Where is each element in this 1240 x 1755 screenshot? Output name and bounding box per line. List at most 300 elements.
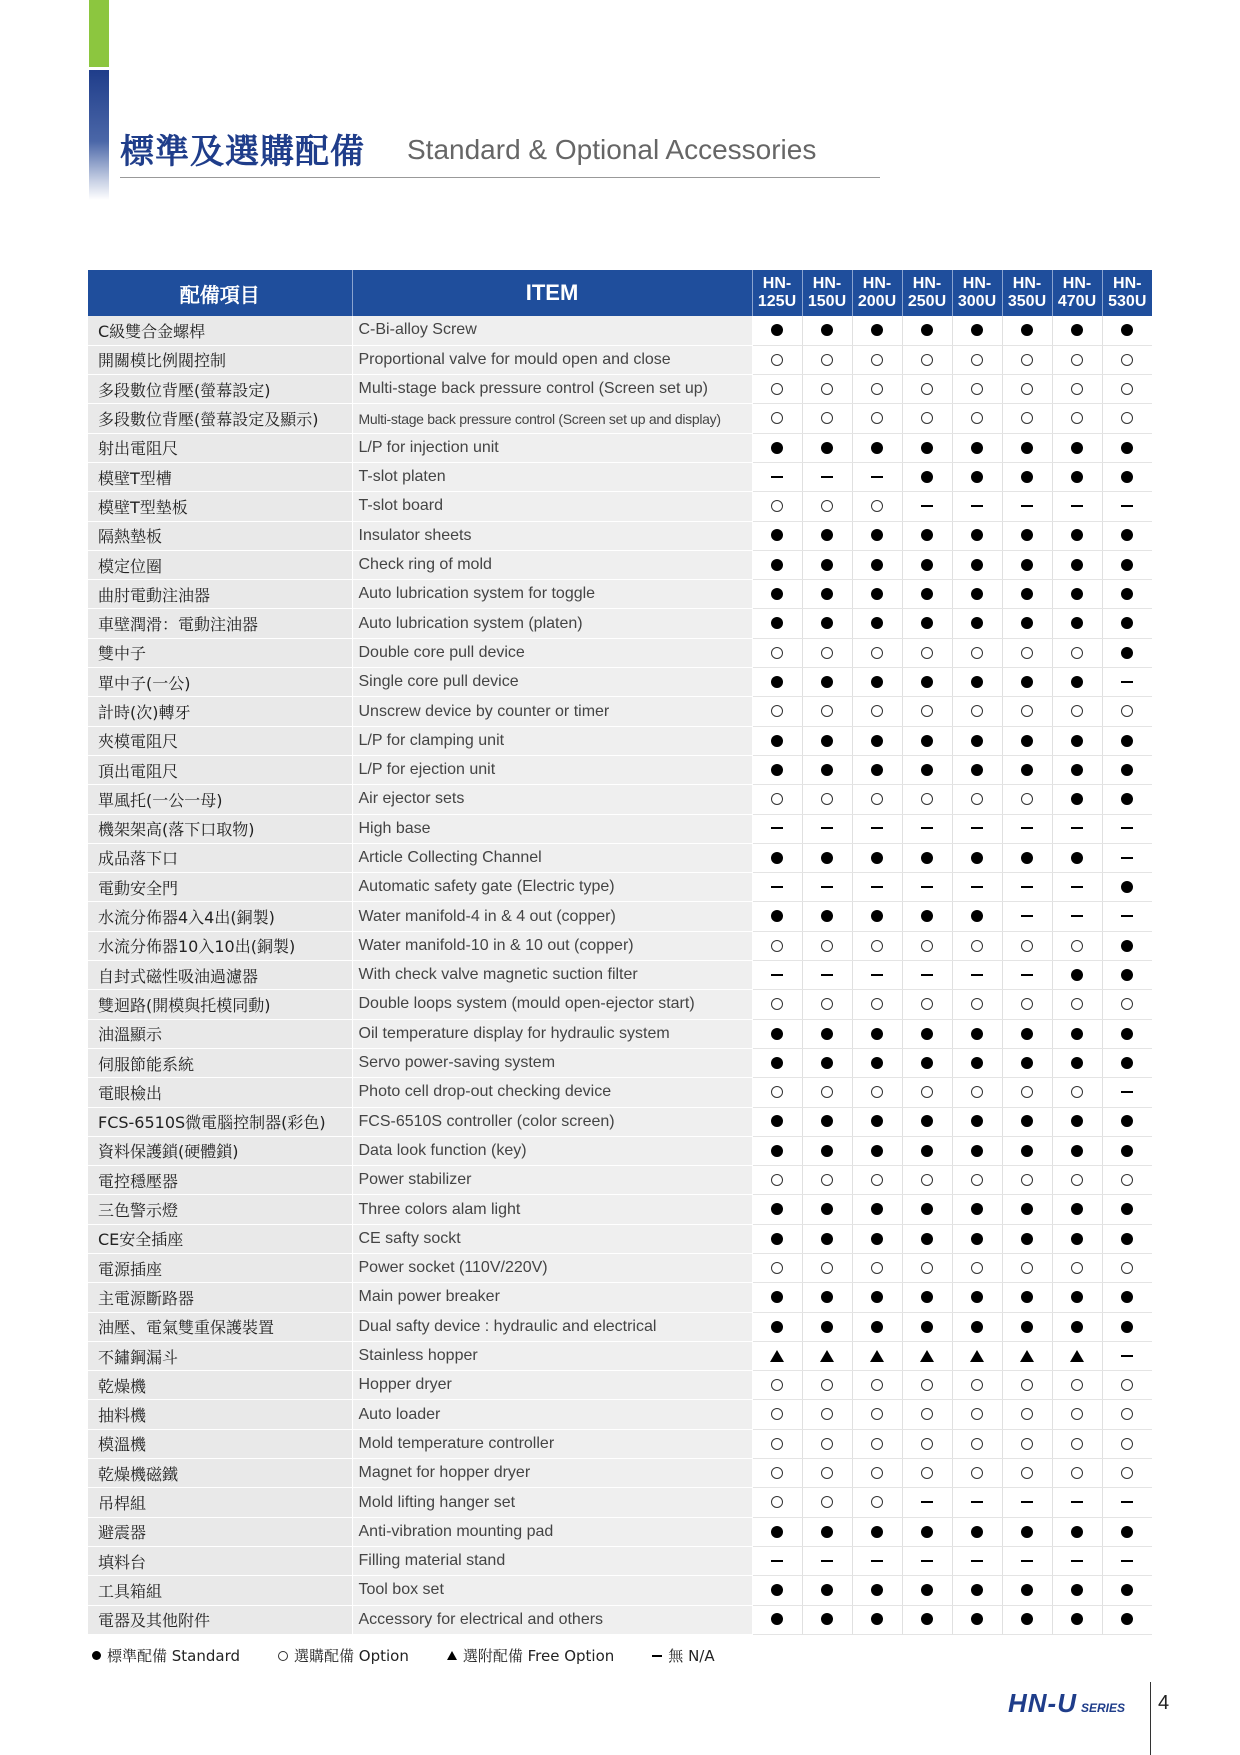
availability-cell	[802, 873, 852, 902]
model-label: HN- 200U	[857, 275, 897, 310]
open-circle-icon	[871, 998, 883, 1010]
filled-circle-icon	[821, 1291, 833, 1303]
availability-cell	[1102, 609, 1152, 638]
table-row	[88, 990, 1152, 1019]
filled-circle-icon	[1021, 1233, 1033, 1245]
triangle-icon	[1020, 1350, 1034, 1362]
availability-cell	[752, 1488, 802, 1517]
availability-cell	[1002, 550, 1052, 579]
filled-circle-icon	[771, 442, 783, 454]
availability-cell	[952, 1459, 1002, 1488]
filled-circle-icon	[971, 1584, 983, 1596]
dash-icon	[1071, 1501, 1083, 1503]
availability-cell	[1052, 1459, 1102, 1488]
item-name-cn: 模壁T型槽	[88, 462, 352, 491]
filled-circle-icon	[771, 1233, 783, 1245]
availability-cell	[802, 1312, 852, 1341]
availability-cell	[1002, 1517, 1052, 1546]
dash-icon	[771, 827, 783, 829]
filled-circle-icon	[1121, 764, 1133, 776]
filled-circle-icon	[771, 588, 783, 600]
filled-circle-icon	[871, 1028, 883, 1040]
filled-circle-icon	[1021, 559, 1033, 571]
open-circle-icon	[771, 1408, 783, 1420]
availability-cell	[802, 462, 852, 491]
dash-icon	[821, 476, 833, 478]
filled-circle-icon	[1071, 764, 1083, 776]
open-circle-icon	[771, 354, 783, 366]
availability-cell	[1002, 1429, 1052, 1458]
availability-cell	[1002, 697, 1052, 726]
availability-cell	[952, 375, 1002, 404]
availability-cell	[852, 814, 902, 843]
filled-circle-icon	[1021, 1028, 1033, 1040]
filled-circle-icon	[1071, 559, 1083, 571]
availability-cell	[1052, 316, 1102, 345]
availability-cell	[902, 433, 952, 462]
availability-cell	[902, 609, 952, 638]
dash-icon	[871, 827, 883, 829]
availability-cell	[802, 609, 852, 638]
availability-cell	[1002, 1341, 1052, 1370]
availability-cell	[802, 1400, 852, 1429]
availability-cell	[902, 990, 952, 1019]
open-circle-icon	[821, 354, 833, 366]
availability-cell	[902, 521, 952, 550]
header-model	[902, 270, 952, 316]
filled-circle-icon	[871, 1584, 883, 1596]
dash-icon	[971, 1560, 983, 1562]
open-circle-icon	[771, 998, 783, 1010]
availability-cell	[802, 785, 852, 814]
availability-cell	[1052, 521, 1102, 550]
filled-circle-icon	[1021, 1203, 1033, 1215]
availability-cell	[1102, 1605, 1152, 1634]
availability-cell	[852, 1048, 902, 1077]
triangle-icon	[920, 1350, 934, 1362]
availability-cell	[802, 1576, 852, 1605]
item-name-en: FCS-6510S controller (color screen)	[352, 1107, 752, 1136]
availability-cell	[802, 931, 852, 960]
dash-icon	[971, 827, 983, 829]
availability-cell	[1102, 1136, 1152, 1165]
filled-circle-icon	[1121, 559, 1133, 571]
table-row	[88, 1576, 1152, 1605]
availability-cell	[752, 1429, 802, 1458]
item-name-cn: 資料保護鎖(硬體鎖)	[88, 1136, 352, 1165]
availability-cell	[952, 316, 1002, 345]
availability-cell	[1102, 580, 1152, 609]
availability-cell	[952, 755, 1002, 784]
legend-free-option	[447, 1645, 614, 1666]
item-name-cn: 雙中子	[88, 638, 352, 667]
availability-cell	[1002, 433, 1052, 462]
filled-circle-icon	[871, 559, 883, 571]
item-name-en: Double loops system (mould open-ejector start)	[352, 990, 752, 1019]
availability-cell	[852, 580, 902, 609]
availability-cell	[752, 316, 802, 345]
open-circle-icon	[1071, 412, 1083, 424]
filled-circle-icon	[1071, 1233, 1083, 1245]
dash-icon	[971, 974, 983, 976]
item-name-en: Unscrew device by counter or timer	[352, 697, 752, 726]
table-row	[88, 1517, 1152, 1546]
dash-icon	[971, 886, 983, 888]
availability-cell	[1052, 550, 1102, 579]
open-circle-icon	[1121, 705, 1133, 717]
availability-cell	[852, 697, 902, 726]
availability-cell	[852, 785, 902, 814]
availability-cell	[902, 1517, 952, 1546]
filled-circle-icon	[971, 442, 983, 454]
availability-cell	[1002, 345, 1052, 374]
availability-cell	[1052, 1224, 1102, 1253]
triangle-icon	[770, 1350, 784, 1362]
table-row	[88, 1341, 1152, 1370]
filled-circle-icon	[1071, 852, 1083, 864]
availability-cell	[1052, 1429, 1102, 1458]
dash-icon	[1021, 505, 1033, 507]
open-circle-icon	[971, 1467, 983, 1479]
filled-circle-icon	[871, 617, 883, 629]
dash-icon	[1121, 827, 1133, 829]
item-name-cn: 乾燥機磁鐵	[88, 1459, 352, 1488]
table-row	[88, 521, 1152, 550]
item-name-cn: 隔熱墊板	[88, 521, 352, 550]
open-circle-icon	[1021, 1438, 1033, 1450]
availability-cell	[1102, 1400, 1152, 1429]
filled-circle-icon	[871, 442, 883, 454]
availability-cell	[852, 521, 902, 550]
item-name-en: Auto loader	[352, 1400, 752, 1429]
table-row	[88, 873, 1152, 902]
availability-cell	[852, 609, 902, 638]
table-row	[88, 1429, 1152, 1458]
availability-cell	[902, 1341, 952, 1370]
availability-cell	[852, 843, 902, 872]
availability-cell	[1052, 1576, 1102, 1605]
availability-cell	[802, 1488, 852, 1517]
availability-cell	[852, 1429, 902, 1458]
availability-cell	[1052, 961, 1102, 990]
filled-circle-icon	[1121, 588, 1133, 600]
item-name-cn: 車壁潤滑：電動注油器	[88, 609, 352, 638]
availability-cell	[802, 492, 852, 521]
availability-cell	[1102, 1371, 1152, 1400]
filled-circle-icon	[921, 1203, 933, 1215]
availability-cell	[802, 961, 852, 990]
item-name-cn: 填料台	[88, 1546, 352, 1575]
availability-cell	[1052, 345, 1102, 374]
availability-cell	[752, 462, 802, 491]
item-name-en: Article Collecting Channel	[352, 843, 752, 872]
filled-circle-icon	[821, 910, 833, 922]
open-circle-icon	[871, 383, 883, 395]
open-circle-icon	[871, 705, 883, 717]
table-row	[88, 1254, 1152, 1283]
availability-cell	[1002, 580, 1052, 609]
item-name-en: Water manifold-4 in & 4 out (copper)	[352, 902, 752, 931]
item-name-en: Tool box set	[352, 1576, 752, 1605]
availability-cell	[902, 550, 952, 579]
table-row	[88, 1136, 1152, 1165]
filled-circle-icon	[1071, 1291, 1083, 1303]
availability-cell	[802, 1546, 852, 1575]
item-name-en: Power socket (110V/220V)	[352, 1254, 752, 1283]
open-circle-icon	[1071, 998, 1083, 1010]
open-circle-icon	[921, 354, 933, 366]
availability-cell	[902, 873, 952, 902]
item-name-en: L/P for clamping unit	[352, 726, 752, 755]
availability-cell	[1102, 462, 1152, 491]
availability-cell	[752, 1400, 802, 1429]
availability-cell	[1002, 1400, 1052, 1429]
open-circle-icon	[971, 940, 983, 952]
open-circle-icon	[821, 1467, 833, 1479]
availability-cell	[1052, 1605, 1102, 1634]
availability-cell	[752, 755, 802, 784]
availability-cell	[752, 1224, 802, 1253]
dash-icon	[871, 974, 883, 976]
availability-cell	[1002, 843, 1052, 872]
item-name-en: Three colors alam light	[352, 1195, 752, 1224]
item-name-cn: 電動安全門	[88, 873, 352, 902]
dash-icon	[1021, 974, 1033, 976]
dash-icon	[871, 886, 883, 888]
open-circle-icon	[1071, 705, 1083, 717]
availability-cell	[1052, 462, 1102, 491]
availability-cell	[802, 433, 852, 462]
availability-cell	[1052, 814, 1102, 843]
dash-icon	[1021, 915, 1033, 917]
item-name-cn: 模定位圈	[88, 550, 352, 579]
item-name-en: Photo cell drop-out checking device	[352, 1078, 752, 1107]
open-circle-icon	[871, 1467, 883, 1479]
dash-icon	[771, 974, 783, 976]
availability-cell	[752, 1078, 802, 1107]
open-circle-icon	[1021, 1467, 1033, 1479]
filled-circle-icon	[871, 910, 883, 922]
availability-cell	[752, 492, 802, 521]
item-name-en: Oil temperature display for hydraulic system	[352, 1019, 752, 1048]
availability-cell	[1102, 1048, 1152, 1077]
open-circle-icon	[871, 1174, 883, 1186]
availability-cell	[952, 609, 1002, 638]
availability-cell	[1102, 785, 1152, 814]
item-name-cn: 夾模電阻尺	[88, 726, 352, 755]
open-circle-icon	[921, 1086, 933, 1098]
filled-circle-icon	[1121, 529, 1133, 541]
table-row	[88, 1605, 1152, 1634]
availability-cell	[1002, 462, 1052, 491]
filled-circle-icon	[921, 764, 933, 776]
availability-cell	[852, 462, 902, 491]
item-name-en: Insulator sheets	[352, 521, 752, 550]
item-name-cn: 工具箱組	[88, 1576, 352, 1605]
availability-cell	[752, 1371, 802, 1400]
availability-cell	[952, 492, 1002, 521]
open-circle-icon	[1021, 793, 1033, 805]
table-row	[88, 462, 1152, 491]
availability-cell	[802, 990, 852, 1019]
availability-cell	[802, 580, 852, 609]
item-name-cn: 多段數位背壓(螢幕設定及顯示)	[88, 404, 352, 433]
availability-cell	[952, 1019, 1002, 1048]
availability-cell	[952, 1312, 1002, 1341]
availability-cell	[952, 843, 1002, 872]
availability-cell	[1002, 609, 1052, 638]
availability-cell	[852, 404, 902, 433]
table-row	[88, 1546, 1152, 1575]
legend-option-label: 選購配備 Option	[294, 1647, 409, 1665]
table-row	[88, 1107, 1152, 1136]
item-name-cn: 乾燥機	[88, 1371, 352, 1400]
availability-cell	[952, 1048, 1002, 1077]
availability-cell	[802, 1019, 852, 1048]
filled-circle-icon	[921, 910, 933, 922]
filled-circle-icon	[1121, 1613, 1133, 1625]
availability-cell	[1052, 1312, 1102, 1341]
availability-cell	[1052, 1078, 1102, 1107]
open-circle-icon	[771, 793, 783, 805]
availability-cell	[752, 1166, 802, 1195]
dash-icon	[821, 886, 833, 888]
availability-cell	[1002, 404, 1052, 433]
filled-circle-icon	[1071, 793, 1083, 805]
availability-cell	[902, 1371, 952, 1400]
filled-circle-icon	[971, 852, 983, 864]
table-row	[88, 902, 1152, 931]
item-name-cn: FCS-6510S微電腦控制器(彩色)	[88, 1107, 352, 1136]
filled-circle-icon	[1021, 442, 1033, 454]
table-row	[88, 1400, 1152, 1429]
table-row	[88, 726, 1152, 755]
filled-circle-icon	[921, 559, 933, 571]
filled-circle-icon	[971, 617, 983, 629]
availability-cell	[752, 1107, 802, 1136]
filled-circle-icon	[1021, 1291, 1033, 1303]
item-name-en: Filling material stand	[352, 1546, 752, 1575]
model-label: HN- 530U	[1108, 275, 1147, 310]
availability-cell	[852, 1136, 902, 1165]
table-row	[88, 755, 1152, 784]
availability-cell	[952, 961, 1002, 990]
open-circle-icon	[771, 705, 783, 717]
open-circle-icon	[1071, 1086, 1083, 1098]
header-model	[952, 270, 1002, 316]
availability-cell	[902, 843, 952, 872]
open-circle-icon	[821, 1174, 833, 1186]
availability-cell	[802, 1078, 852, 1107]
availability-cell	[1052, 1517, 1102, 1546]
legend-na-label: 無 N/A	[668, 1647, 715, 1665]
table-row	[88, 785, 1152, 814]
open-circle-icon	[921, 793, 933, 805]
open-circle-icon	[921, 1262, 933, 1274]
availability-cell	[752, 521, 802, 550]
availability-cell	[802, 1371, 852, 1400]
dash-icon	[1121, 915, 1133, 917]
availability-cell	[852, 1576, 902, 1605]
item-name-en: T-slot board	[352, 492, 752, 521]
filled-circle-icon	[771, 1584, 783, 1596]
availability-cell	[752, 1546, 802, 1575]
availability-cell	[902, 1488, 952, 1517]
filled-circle-icon	[871, 1203, 883, 1215]
item-name-cn: 水流分佈器10入10出(銅製)	[88, 931, 352, 960]
filled-circle-icon	[921, 324, 933, 336]
table-row	[88, 961, 1152, 990]
open-circle-icon	[971, 1438, 983, 1450]
availability-cell	[952, 1107, 1002, 1136]
availability-cell	[1052, 785, 1102, 814]
availability-cell	[752, 1517, 802, 1546]
filled-circle-icon	[921, 735, 933, 747]
availability-cell	[752, 1341, 802, 1370]
item-name-en: Auto lubrication system (platen)	[352, 609, 752, 638]
filled-circle-icon	[1021, 764, 1033, 776]
filled-circle-icon	[771, 1028, 783, 1040]
model-label: HN- 350U	[1007, 275, 1047, 310]
table-header-row	[88, 270, 1152, 316]
item-name-en: Main power breaker	[352, 1283, 752, 1312]
filled-circle-icon	[1021, 1526, 1033, 1538]
legend-na	[652, 1645, 714, 1666]
availability-cell	[752, 580, 802, 609]
filled-circle-icon	[871, 735, 883, 747]
availability-cell	[1002, 638, 1052, 667]
filled-circle-icon	[771, 617, 783, 629]
filled-circle-icon	[1121, 793, 1133, 805]
availability-cell	[1052, 1283, 1102, 1312]
filled-circle-icon	[921, 676, 933, 688]
availability-cell	[1102, 1312, 1152, 1341]
filled-circle-icon	[1121, 442, 1133, 454]
filled-circle-icon	[771, 1321, 783, 1333]
availability-cell	[902, 1254, 952, 1283]
filled-circle-icon	[1071, 1145, 1083, 1157]
availability-cell	[1102, 1019, 1152, 1048]
filled-circle-icon	[871, 1233, 883, 1245]
availability-cell	[902, 902, 952, 931]
dash-icon	[1021, 1501, 1033, 1503]
availability-cell	[902, 931, 952, 960]
filled-circle-icon	[1121, 324, 1133, 336]
table-row	[88, 931, 1152, 960]
open-circle-icon	[821, 412, 833, 424]
item-name-cn: 多段數位背壓(螢幕設定)	[88, 375, 352, 404]
open-circle-icon	[771, 1174, 783, 1186]
open-circle-icon	[971, 1262, 983, 1274]
dash-icon	[971, 1501, 983, 1503]
table-row	[88, 1312, 1152, 1341]
filled-circle-icon	[871, 1291, 883, 1303]
availability-cell	[852, 755, 902, 784]
open-circle-icon	[1121, 1467, 1133, 1479]
availability-cell	[852, 433, 902, 462]
filled-circle-icon	[771, 1613, 783, 1625]
filled-circle-icon	[1021, 529, 1033, 541]
availability-cell	[1052, 726, 1102, 755]
open-circle-icon	[871, 1496, 883, 1508]
triangle-icon	[970, 1350, 984, 1362]
filled-circle-icon	[821, 1115, 833, 1127]
availability-cell	[852, 1107, 902, 1136]
open-circle-icon	[921, 1379, 933, 1391]
dash-icon	[1071, 1560, 1083, 1562]
filled-circle-icon	[921, 1526, 933, 1538]
table-row	[88, 492, 1152, 521]
